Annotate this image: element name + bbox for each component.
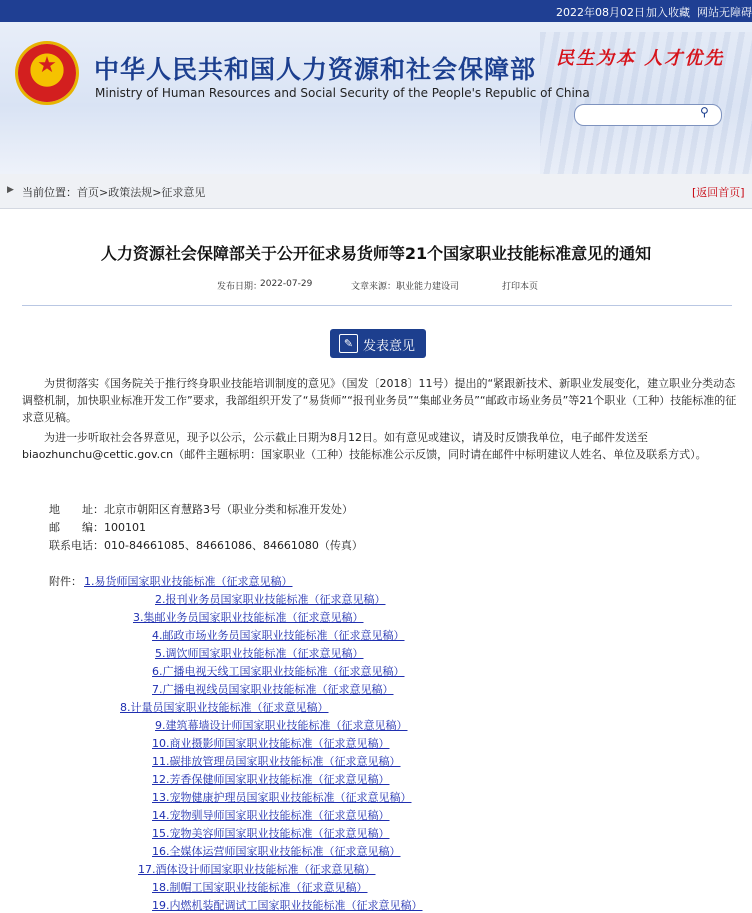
- edit-icon: ✎: [339, 334, 358, 353]
- publish-date: 2022-07-29: [260, 279, 313, 289]
- top-bar: [0, 0, 752, 22]
- article-title: 人力资源社会保障部关于公开征求易货师等21个国家职业技能标准意见的通知: [100, 244, 652, 263]
- ministry-title-en: Ministry of Human Resources and Social Security of the People's Republic of China: [95, 86, 590, 100]
- paragraph-1: 为贯彻落实《国务院关于推行终身职业技能培训制度的意见》（国发〔2018〕11号）提出的“紧跟新技术、新职业发展变化，建立职业分类动态调整机制，加快职业标准开发工作”要求，我部组织开发了“易货师”“报刊业务员”“集邮业务员”“邮政市场业务员”等21个职业（工种）技能标准的征求意见稿。: [22, 377, 737, 424]
- source: 职业能力建设司: [396, 282, 460, 292]
- attachment-link[interactable]: 16.全媒体运营师国家职业技能标准（征求意见稿）: [152, 845, 401, 858]
- attachment-link[interactable]: 15.宠物美容师国家职业技能标准（征求意见稿）: [152, 827, 390, 840]
- source-label: 文章来源：: [351, 282, 397, 292]
- attachment-link[interactable]: 4.邮政市场业务员国家职业技能标准（征求意见稿）: [152, 629, 405, 642]
- current-date: 2022年08月02日: [556, 6, 645, 19]
- attachments-label: 附件：: [49, 575, 82, 588]
- attachment-link[interactable]: 17.酒体设计师国家职业技能标准（征求意见稿）: [138, 863, 376, 876]
- attachment-link[interactable]: 8.计量员国家职业技能标准（征求意见稿）: [120, 701, 329, 714]
- postcode: 100101: [104, 521, 146, 534]
- triangle-right-icon: ▶: [7, 185, 14, 195]
- address: 北京市朝阳区育慧路3号（职业分类和标准开发处）: [104, 503, 353, 516]
- address-label: 地 址：: [49, 503, 104, 516]
- search-icon[interactable]: ⚲: [700, 105, 709, 119]
- submit-opinion-button[interactable]: [330, 329, 426, 358]
- attachment-link[interactable]: 9.建筑幕墙设计师国家职业技能标准（征求意见稿）: [155, 719, 408, 732]
- attachment-link[interactable]: 6.广播电视天线工国家职业技能标准（征求意见稿）: [152, 665, 405, 678]
- attachment-link[interactable]: 12.芳香保健师国家职业技能标准（征求意见稿）: [152, 773, 390, 786]
- attachment-link[interactable]: 19.内燃机装配调试工国家职业技能标准（征求意见稿）: [152, 899, 423, 912]
- ministry-title-cn: 中华人民共和国人力资源和社会保障部: [94, 55, 537, 84]
- attachment-link[interactable]: 2.报刊业务员国家职业技能标准（征求意见稿）: [155, 593, 386, 606]
- attachment-link[interactable]: 10.商业摄影师国家职业技能标准（征求意见稿）: [152, 737, 390, 750]
- submit-opinion-label: 发表意见: [363, 339, 416, 354]
- publish-date-label: 发布日期：: [217, 282, 263, 292]
- add-favorite-link[interactable]: 加入收藏: [646, 6, 690, 19]
- breadcrumb-label: 当前位置：: [22, 186, 77, 199]
- attachment-link[interactable]: 11.碳排放管理员国家职业技能标准（征求意见稿）: [152, 755, 401, 768]
- phone: 010-84661085、84661086、84661080（传真）: [104, 539, 363, 552]
- attachment-link[interactable]: 18.制帽工国家职业技能标准（征求意见稿）: [152, 881, 368, 894]
- print-link[interactable]: 打印本页: [502, 282, 539, 292]
- back-home-link[interactable]: [返回首页]: [692, 186, 745, 199]
- phone-label: 联系电话：: [49, 539, 104, 552]
- breadcrumb: [0, 174, 752, 209]
- attachment-link[interactable]: 14.宠物驯导师国家职业技能标准（征求意见稿）: [152, 809, 390, 822]
- divider: [22, 305, 732, 306]
- attachment-link[interactable]: 5.调饮师国家职业技能标准（征求意见稿）: [155, 647, 364, 660]
- national-emblem-icon: ★: [18, 44, 76, 102]
- attachment-link[interactable]: 1.易货师国家职业技能标准（征求意见稿）: [84, 575, 293, 588]
- postcode-label: 邮 编：: [49, 521, 104, 534]
- breadcrumb-path[interactable]: 首页>政策法规>征求意见: [77, 186, 206, 199]
- attachment-link[interactable]: 3.集邮业务员国家职业技能标准（征求意见稿）: [133, 611, 364, 624]
- slogan: 民生为本 人才优先: [556, 48, 725, 69]
- attachment-link[interactable]: 7.广播电视线员国家职业技能标准（征求意见稿）: [152, 683, 394, 696]
- accessibility-link[interactable]: 网站无障碍: [697, 6, 752, 19]
- paragraph-2: 为进一步听取社会各界意见，现予以公示，公示截止日期为8月12日。如有意见或建议，请及时反馈我单位，电子邮件发送至biaozhunchu@cettic.gov.cn（邮件主题标明：国家职业（工种）技能标准公示反馈，同时请在邮件中标明建议人姓名、单位及联系方式）。: [22, 431, 707, 461]
- attachment-link[interactable]: 13.宠物健康护理员国家职业技能标准（征求意见稿）: [152, 791, 412, 804]
